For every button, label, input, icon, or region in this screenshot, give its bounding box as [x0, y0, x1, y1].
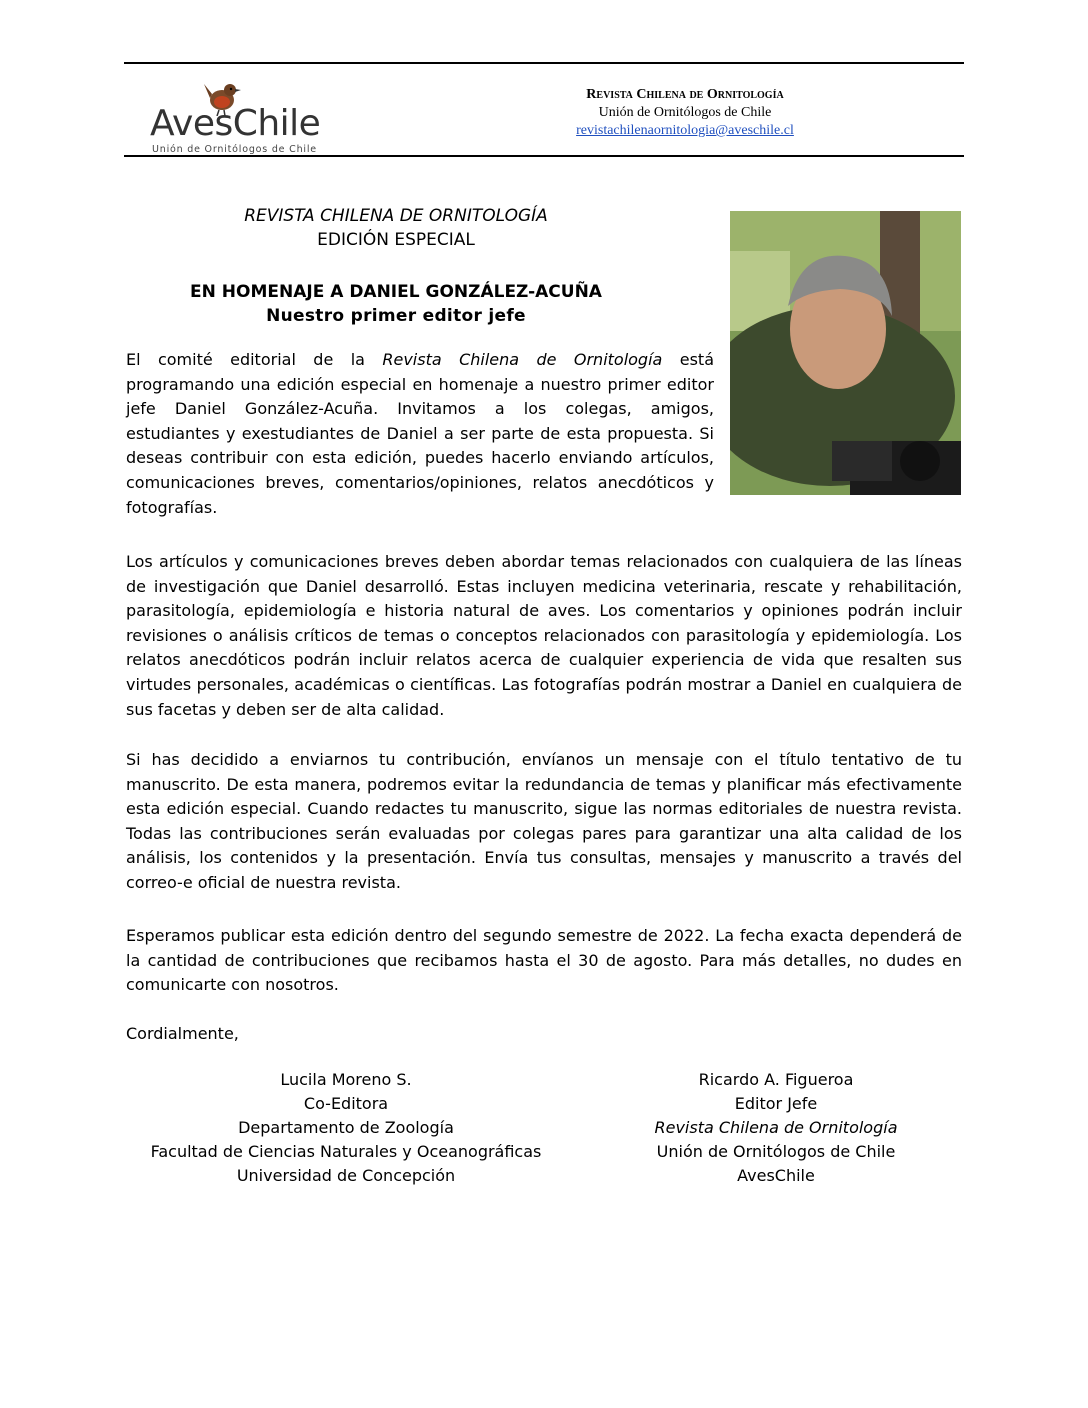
aveschile-logo [150, 74, 360, 156]
signature-left-dept: Departamento de Zoología [238, 1118, 454, 1137]
signature-right-journal: Revista Chilena de Ornitología [654, 1118, 898, 1137]
closing: Cordialmente, [126, 1024, 239, 1043]
edition-label: EDICIÓN ESPECIAL [317, 230, 475, 250]
header-journal-info [520, 86, 850, 140]
portrait-photo [730, 211, 961, 495]
signature-left-role: Co-Editora [303, 1094, 389, 1113]
signature-right [626, 1068, 926, 1188]
logo-wordmark: AvesChile [150, 103, 321, 144]
paragraph-1-text-a: El comité editorial de la [126, 350, 383, 369]
signature-right-org: Unión de Ornitólogos de Chile [656, 1142, 896, 1161]
journal-title: REVISTA CHILENA DE ORNITOLOGÍA [244, 206, 548, 226]
signature-left-faculty: Facultad de Ciencias Naturales y Oceanográficas [150, 1142, 542, 1161]
signature-right-org2: AvesChile [737, 1166, 815, 1185]
signature-right-name: Ricardo A. Figueroa [698, 1070, 854, 1089]
paragraph-2: Los artículos y comunicaciones breves deben abordar temas relacionados con cualquiera de las líneas de investigación que Daniel desarrolló. Estas incluyen medicina veterinaria, rescate y rehabilitación, parasitología, epidemiología e historia natural de aves. Los comentarios y opiniones podrán incluir revisiones o análisis críticos de temas o conceptos relacionados con parasitología y epidemiología. Los relatos anecdóticos podrán incluir relatos acerca de cualquier experiencia de vida que resalten sus virtudes personales, académicas o científicas. Las fotografías podrán mostrar a Daniel en cualquiera de sus facetas y deben ser de alta calidad. [126, 552, 962, 719]
title-block [126, 204, 666, 328]
signature-left-university: Universidad de Concepción [236, 1166, 456, 1185]
header-email-link[interactable]: revistachilenaornitologia@aveschile.cl [576, 123, 794, 138]
logo-subtitle: Unión de Ornitólogos de Chile [152, 144, 317, 155]
paragraph-1 [126, 348, 714, 520]
homage-subtitle: Nuestro primer editor jefe [266, 306, 526, 326]
signature-right-role: Editor Jefe [734, 1094, 818, 1113]
paragraph-1-text-b: está programando una edición especial en homenaje a nuestro primer editor jefe Daniel González-Acuña. Invitamos a los colegas, amigos, estudiantes y exestudiantes de Daniel a ser parte de esta propuesta. Si deseas contribuir con esta edición, puedes hacerlo enviando artículos, comunicaciones breves, comentarios/opiniones, relatos anecdóticos y fotografías. [126, 350, 715, 517]
header-org: Unión de Ornitólogos de Chile [598, 105, 772, 120]
signature-left [136, 1068, 556, 1188]
signature-left-name: Lucila Moreno S. [280, 1070, 412, 1089]
paragraph-3: Si has decidido a enviarnos tu contribución, envíanos un mensaje con el título tentativo de tu manuscrito. De esta manera, podremos evitar la redundancia de temas y planificar más efectivamente esta edición especial. Cuando redactes tu manuscrito, sigue las normas editoriales de nuestra revista. Todas las contribuciones serán evaluadas por colegas pares para garantizar una alta calidad de los análisis, los contenidos y la presentación. Envía tus consultas, mensajes y manuscrito a través del correo-e oficial de nuestra revista. [126, 750, 962, 892]
paragraph-1-journal: Revista Chilena de Ornitología [382, 350, 663, 369]
paragraph-4: Esperamos publicar esta edición dentro del segundo semestre de 2022. La fecha exacta dependerá de la cantidad de contribuciones que recibamos hasta el 30 de agosto. Para más detalles, no dudes en comunicarte con nosotros. [126, 926, 962, 995]
homage-heading: EN HOMENAJE A DANIEL GONZÁLEZ-ACUÑA [190, 282, 602, 302]
header-journal-title: Revista Chilena de Ornitología [586, 87, 784, 102]
portrait-image [730, 211, 961, 495]
header-top-rule [124, 62, 964, 64]
